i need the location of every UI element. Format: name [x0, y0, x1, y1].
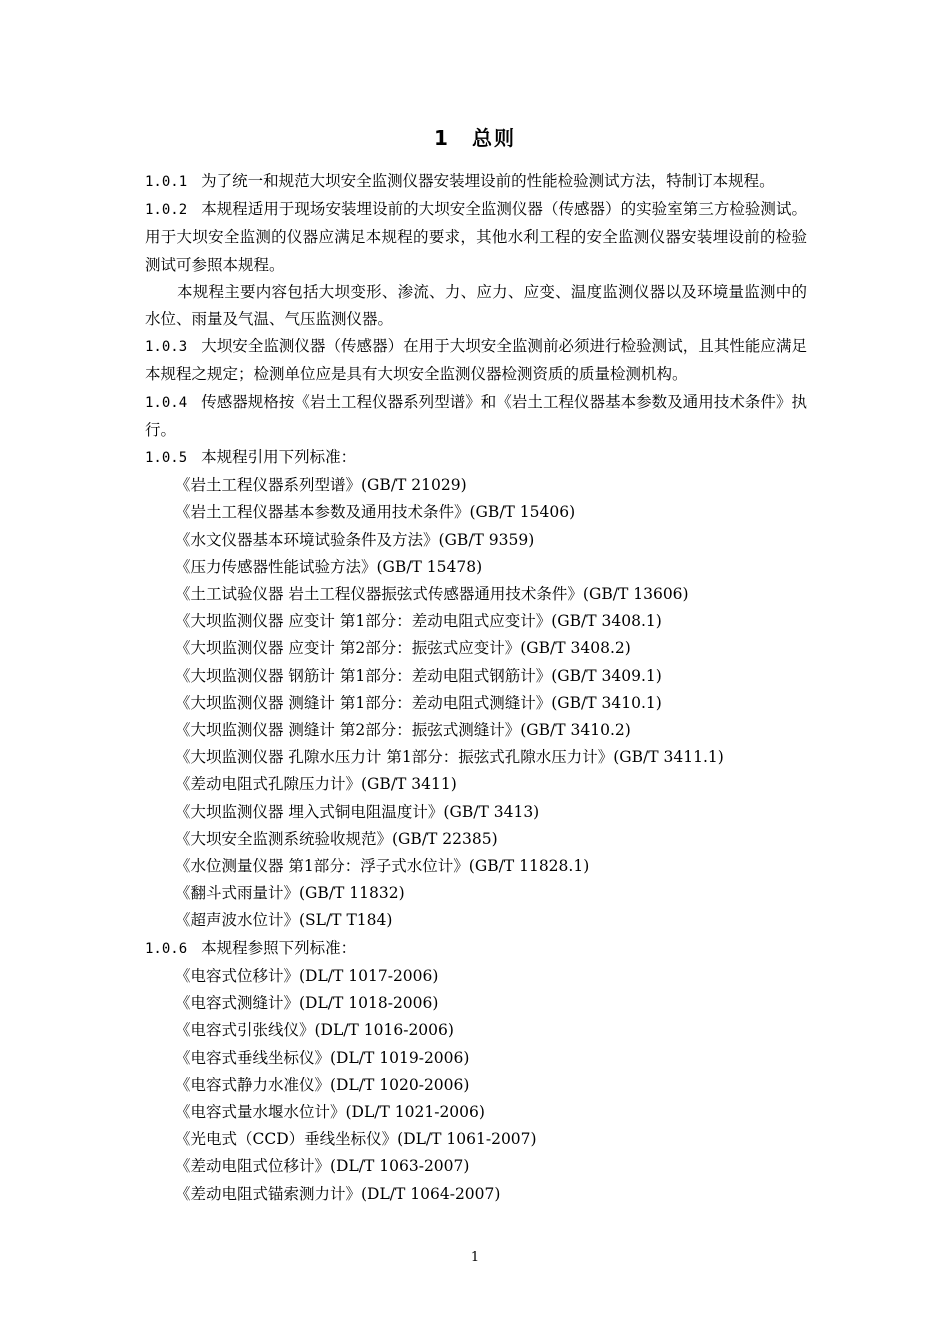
list-item: 《光电式（CCD）垂线坐标仪》(DL/T 1061-2007): [175, 1130, 537, 1149]
list-item: 《水位测量仪器 第1部分：浮子式水位计》(GB/T 11828.1): [175, 857, 590, 876]
clause-1-0-2-scope-paragraph: 本规程主要内容包括大坝变形、渗流、力、应力、应变、温度监测仪器以及环境量监测中的水位、雨量及气温、气压监测仪器。: [145, 282, 807, 329]
list-item: 《差动电阻式锚索测力计》(DL/T 1064-2007): [175, 1184, 501, 1203]
list-item: 《电容式测缝计》(DL/T 1018-2006): [175, 994, 439, 1013]
list-item: 《大坝监测仪器 应变计 第1部分：差动电阻式应变计》(GB/T 3408.1): [175, 612, 662, 631]
clause-number: 1.0.3: [145, 339, 188, 356]
list-item: 《大坝监测仪器 测缝计 第2部分：振弦式测缝计》(GB/T 3410.2): [175, 721, 631, 740]
list-item: 《翻斗式雨量计》(GB/T 11832): [175, 884, 405, 903]
list-item: 《大坝监测仪器 测缝计 第1部分：差动电阻式测缝计》(GB/T 3410.1): [175, 693, 662, 712]
list-item: 《超声波水位计》(SL/T T184): [175, 911, 393, 930]
page-title: 1 总则: [434, 126, 516, 150]
list-item: 《电容式量水堰水位计》(DL/T 1021-2006): [175, 1102, 485, 1121]
list-item: 《电容式引张线仪》(DL/T 1016-2006): [175, 1021, 454, 1040]
list-item: 《土工试验仪器 岩土工程仪器振弦式传感器通用技术条件》(GB/T 13606): [175, 585, 689, 604]
clause-1-0-6: [145, 935, 807, 963]
list-item: 《岩土工程仪器系列型谱》(GB/T 21029): [175, 476, 467, 495]
list-item: 《大坝监测仪器 应变计 第2部分：振弦式应变计》(GB/T 3408.2): [175, 639, 631, 658]
clause-number: 1.0.1: [145, 174, 188, 190]
clause-number: 1.0.5: [145, 450, 188, 467]
clause-1-0-2: [145, 196, 807, 279]
list-item: 《电容式位移计》(DL/T 1017-2006): [175, 966, 439, 985]
referenced-standards-list: [145, 963, 807, 1208]
list-item: 《电容式垂线坐标仪》(DL/T 1019-2006): [175, 1048, 470, 1067]
clause-1-0-4: [145, 389, 807, 444]
clause-1-0-5: [145, 444, 807, 472]
list-item: 《差动电阻式位移计》(DL/T 1063-2007): [175, 1157, 470, 1176]
list-item: 《差动电阻式孔隙压力计》(GB/T 3411): [175, 775, 457, 794]
clause-1-0-1: [145, 168, 807, 196]
list-item: 《电容式静力水准仪》(DL/T 1020-2006): [175, 1075, 470, 1094]
list-item: 《大坝监测仪器 孔隙水压力计 第1部分：振弦式孔隙水压力计》(GB/T 3411.1): [175, 748, 724, 767]
list-item: 《大坝监测仪器 钢筋计 第1部分：差动电阻式钢筋计》(GB/T 3409.1): [175, 666, 662, 685]
page-number: 1: [470, 1250, 480, 1265]
clause-text: 为了统一和规范大坝安全监测仪器安装埋设前的性能检验测试方法，特制订本规程。: [201, 172, 775, 190]
list-item: 《岩土工程仪器基本参数及通用技术条件》(GB/T 15406): [175, 503, 576, 522]
clause-1-0-3: [145, 333, 807, 388]
clause-number: 1.0.6: [145, 940, 188, 957]
clause-text: 本规程参照下列标准：: [201, 938, 357, 957]
cited-standards-list: [145, 472, 807, 934]
clause-text: 大坝安全监测仪器（传感器）在用于大坝安全监测前必须进行检验测试，且其性能应满足本规程之规定；检测单位应是具有大坝安全监测仪器检测资质的质量检测机构。: [145, 337, 807, 384]
list-item: 《压力传感器性能试验方法》(GB/T 15478): [175, 557, 483, 576]
clause-text: 传感器规格按《岩土工程仪器系列型谱》和《岩土工程仪器基本参数及通用技术条件》执行。: [145, 392, 807, 439]
clause-text: 本规程引用下列标准：: [201, 448, 357, 467]
list-item: 《大坝监测仪器 埋入式铜电阻温度计》(GB/T 3413): [175, 802, 540, 821]
clause-text: 本规程适用于现场安装埋设前的大坝安全监测仪器（传感器）的实验室第三方检验测试。用于大坝安全监测的仪器应满足本规程的要求，其他水利工程的安全监测仪器安装埋设前的检验测试可参照本规程。: [145, 200, 807, 274]
list-item: 《水文仪器基本环境试验条件及方法》(GB/T 9359): [175, 530, 535, 549]
clause-number: 1.0.4: [145, 394, 188, 411]
document-body: [145, 168, 807, 1208]
clause-number: 1.0.2: [145, 202, 188, 219]
list-item: 《大坝安全监测系统验收规范》(GB/T 22385): [175, 829, 498, 848]
